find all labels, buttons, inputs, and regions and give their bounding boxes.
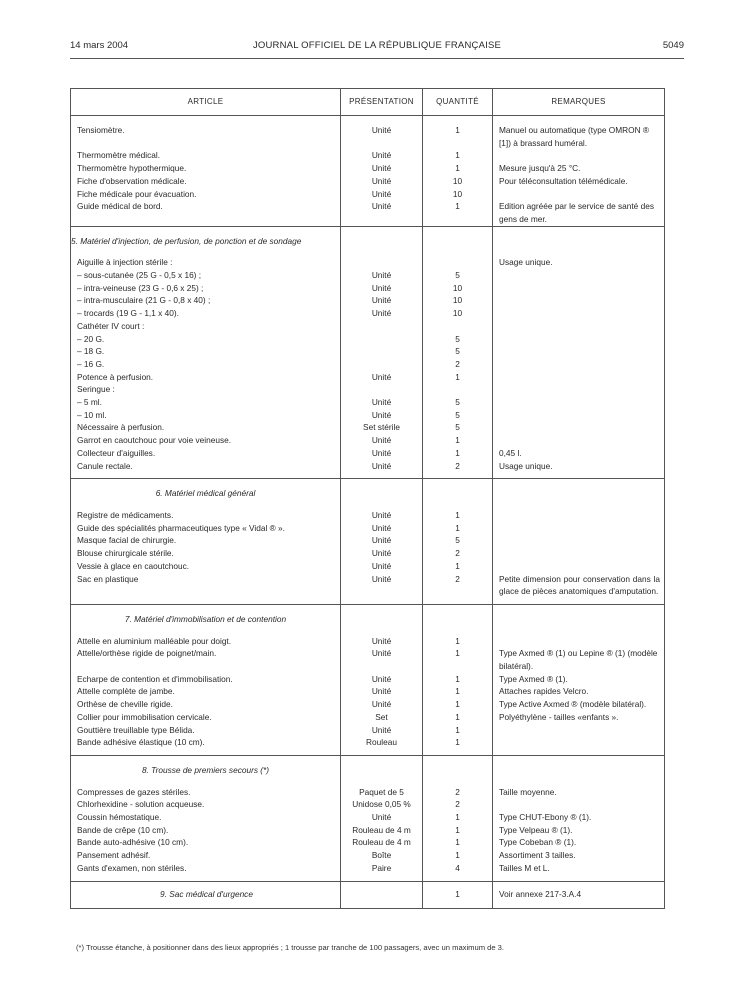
table-row: Fiche médicale pour évacuation. Unité 10: [71, 188, 665, 201]
table-row: – trocards (19 G - 1,1 x 40). Unité 10: [71, 307, 665, 320]
table-row: – intra-veineuse (23 G - 0,6 x 25) ; Unité 10: [71, 282, 665, 295]
table-row: Canule rectale. Unité 2 Usage unique.: [71, 460, 665, 479]
table-row: Gants d'examen, non stériles. Paire 4 Tailles M et L.: [71, 862, 665, 881]
table-row: – 5 ml. Unité 5: [71, 396, 665, 409]
table-row: Aiguille à injection stérile : Usage unique.: [71, 256, 665, 269]
table-row: Attelle/orthèse rigide de poignet/main. Unité 1 Type Axmed ® (1) ou Lepine ® (1) (modèle bilatéral).: [71, 647, 665, 672]
section-5-title: 5. Matériel d'injection, de perfusion, de ponction et de sondage: [71, 226, 341, 256]
journal-title: JOURNAL OFFICIEL DE LA RÉPUBLIQUE FRANÇAISE: [252, 40, 502, 51]
header-date: 14 mars 2004: [70, 40, 129, 51]
table-row: Sac en plastique Unité 2 Petite dimension pour conservation dans la glace de pièces anatomiques d'amputation.: [71, 573, 665, 605]
section-9-title: 9. Sac médical d'urgence: [71, 881, 341, 908]
table-row: Fiche d'observation médicale. Unité 10 Pour téléconsultation télémédicale.: [71, 175, 665, 188]
table-row: 9. Sac médical d'urgence 1 Voir annexe 217-3.A.4: [71, 881, 665, 908]
table-row: Compresses de gazes stériles. Paquet de 5 2 Taille moyenne.: [71, 786, 665, 799]
table-row: Guide médical de bord. Unité 1 Edition agréée par le service de santé des gens de mer.: [71, 200, 665, 226]
table-row: Attelle complète de jambe. Unité 1 Attaches rapides Velcro.: [71, 685, 665, 698]
header-rule: [70, 58, 684, 59]
table-row: Thermomètre médical. Unité 1: [71, 149, 665, 162]
page-number: 5049: [662, 40, 684, 51]
table-row: Bande adhésive élastique (10 cm). Rouleau 1: [71, 736, 665, 755]
table-row: Collier pour immobilisation cervicale. Set 1 Polyéthylène - tailles «enfants ».: [71, 711, 665, 724]
table-row: Echarpe de contention et d'immobilisation. Unité 1 Type Axmed ® (1).: [71, 673, 665, 686]
page-header: [70, 40, 684, 56]
table-row: Thermomètre hypothermique. Unité 1 Mesure jusqu'à 25 °C.: [71, 162, 665, 175]
table-row: Pansement adhésif. Boîte 1 Assortiment 3 tailles.: [71, 849, 665, 862]
table-row: Bande de crêpe (10 cm). Rouleau de 4 m 1 Type Velpeau ® (1).: [71, 824, 665, 837]
table-row: – intra-musculaire (21 G - 0,8 x 40) ; Unité 10: [71, 294, 665, 307]
table-row: Bande auto-adhésive (10 cm). Rouleau de 4 m 1 Type Cobeban ® (1).: [71, 836, 665, 849]
table-header-row: [71, 89, 665, 116]
equipment-table: [70, 88, 665, 909]
table-row: – sous-cutanée (25 G - 0,5 x 16) ; Unité 5: [71, 269, 665, 282]
col-presentation: PRÉSENTATION: [341, 89, 423, 116]
table-row: – 10 ml. Unité 5: [71, 409, 665, 422]
table-row: Tensiomètre. Unité 1 Manuel ou automatique (type OMRON ® [1]) à brassard huméral.: [71, 116, 665, 150]
section-title-row: [71, 226, 665, 256]
table-row: – 16 G. 2: [71, 358, 665, 371]
section-title-row: [71, 604, 665, 634]
table-row: Blouse chirurgicale stérile. Unité 2: [71, 547, 665, 560]
table-row: Coussin hémostatique. Unité 1 Type CHUT-Ebony ® (1).: [71, 811, 665, 824]
table-row: Seringue :: [71, 383, 665, 396]
table-row: Attelle en aluminium malléable pour doigt. Unité 1: [71, 635, 665, 648]
table-row: Potence à perfusion. Unité 1: [71, 371, 665, 384]
col-remarques: REMARQUES: [493, 89, 665, 116]
section-7-title: 7. Matériel d'immobilisation et de contention: [71, 604, 341, 634]
table-row: Garrot en caoutchouc pour voie veineuse. Unité 1: [71, 434, 665, 447]
table-row: Collecteur d'aiguilles. Unité 1 0,45 l.: [71, 447, 665, 460]
table-row: Registre de médicaments. Unité 1: [71, 509, 665, 522]
footnote: (*) Trousse étanche, à positionner dans des lieux appropriés ; 1 trousse par tranche de 100 passagers, avec un maximum de 3.: [76, 943, 505, 952]
section-title-row: [71, 755, 665, 785]
section-title-row: [71, 479, 665, 509]
table-row: – 20 G. 5: [71, 333, 665, 346]
section-8-title: 8. Trousse de premiers secours (*): [71, 755, 341, 785]
table-row: Masque facial de chirurgie. Unité 5: [71, 534, 665, 547]
table-row: Guide des spécialités pharmaceutiques type « Vidal ® ». Unité 1: [71, 522, 665, 535]
table-row: Nécessaire à perfusion. Set stérile 5: [71, 421, 665, 434]
col-article: ARTICLE: [71, 89, 341, 116]
table-row: Gouttière treuillable type Bélida. Unité 1: [71, 724, 665, 737]
table-row: Cathéter IV court :: [71, 320, 665, 333]
col-quantite: QUANTITÉ: [423, 89, 493, 116]
table-row: Vessie à glace en caoutchouc. Unité 1: [71, 560, 665, 573]
table-row: – 18 G. 5: [71, 345, 665, 358]
table-row: Chlorhexidine - solution acqueuse. Unidose 0,05 % 2: [71, 798, 665, 811]
table-row: Orthèse de cheville rigide. Unité 1 Type Active Axmed ® (modèle bilatéral).: [71, 698, 665, 711]
section-6-title: 6. Matériel médical général: [71, 479, 341, 509]
